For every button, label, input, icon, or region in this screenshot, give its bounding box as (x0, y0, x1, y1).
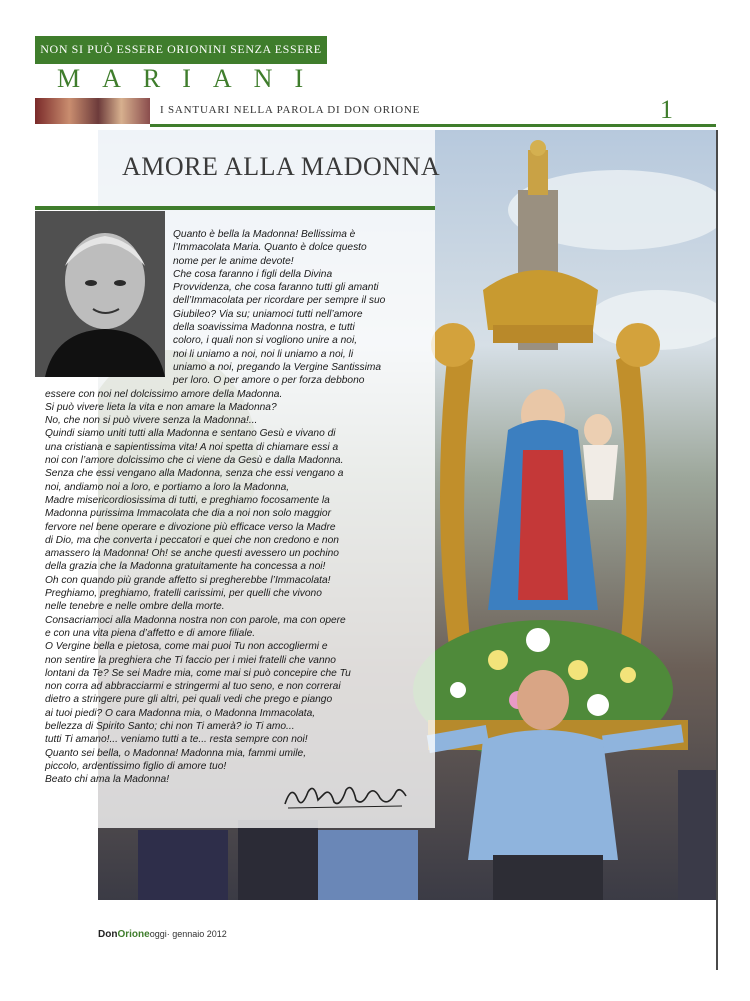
article-line: Si può vivere lieta la vita e non amare la Madonna? (45, 401, 277, 413)
article-line: noi li uniamo a noi, noi li uniamo a noi, li (173, 348, 354, 360)
article-line: Consacriamoci alla Madonna nostra non con parole, ma con opere (45, 614, 346, 626)
article-line: della grazia che la Madonna gratuitamente ha concessa a noi! (45, 561, 326, 573)
article-line: non sentire la preghiera che Ti faccio per i miei fratelli che vanno (45, 654, 336, 666)
footer-brand-orione: Orione (117, 929, 150, 940)
article-body (45, 228, 430, 786)
page-number: 1 (660, 95, 673, 124)
article-line: della soavissima Madonna nostra, e tutti (173, 322, 355, 334)
article-line: nelle tenebre e nelle ombre della morte. (45, 601, 225, 613)
mariani-title: MARIANI (57, 64, 326, 93)
article-line: lontani da Te? Se sei Madre mia, come mai si può concepire che Tu (45, 667, 351, 679)
footer-brand-don: Don (98, 929, 118, 940)
article-line: e con una vita piena d’affetto e di amore filiale. (45, 627, 256, 639)
article-line: dell’Immacolata per ricordare per sempre il suo (173, 295, 386, 307)
article-line: O Vergine bella e pietosa, come mai puoi Tu non accogliermi e (45, 641, 328, 653)
article-line: una cristiana e sapientissima vita! A noi spetta di chiamare essi a (45, 441, 339, 453)
article-line: No, che non si può vivere senza la Madonna!... (45, 415, 258, 427)
header-mariani (35, 62, 327, 94)
article-line: per loro. O per amore o per forza debbono (173, 375, 365, 387)
article-line: non corra ad abbracciarmi e stringermi al tuo seno, e non correrai (45, 681, 341, 693)
article-line: dietro a stringere pure gli altri, pei quali vedi che prego e piango (45, 694, 333, 706)
article-line: tutti Ti amano!... veniamo tutti a te... resta sempre con noi! (45, 734, 308, 746)
article-line: coloro, i quali non si vogliono unire a noi, (173, 335, 358, 347)
article-line: Oh con quando più grande affetto si pregherebbe l’Immacolata! (45, 574, 331, 586)
header-thumbnail-image (35, 98, 150, 124)
article-line: Quanto è bella la Madonna! Bellissima è (173, 229, 356, 240)
article-line: ai tuoi piedi? O cara Madonna mia, o Madonna Immacolata, (45, 707, 316, 719)
article-line: Provvidenza, che cosa faranno tutti gli amanti (173, 282, 379, 294)
article-line: bellezza di Spirito Santo; chi non Ti amerà? io Ti amo... (45, 720, 295, 732)
article-line: uniamo a noi, pregando la Vergine Santissima (173, 361, 382, 373)
article-line: Quindi siamo uniti tutti alla Madonna e sentano Gesù e vivano di (45, 428, 336, 440)
footer (98, 929, 227, 940)
portrait-spacer (45, 228, 173, 386)
article-line: Beato chi ama la Madonna! (45, 774, 170, 786)
article-line: noi con l’amore dolcissimo che ci viene da Gesù e dalla Madonna. (45, 455, 344, 467)
header-rule (150, 124, 716, 127)
signature-illustration (280, 778, 410, 812)
article-line: di Dio, ma che converta i peccatori e quei che non credono e non (45, 534, 339, 546)
article-line: Madonna purissima Immacolata che dia a noi non solo maggior (45, 508, 331, 520)
article-line: Preghiamo, preghiamo, fratelli carissimi, per quelli che vivono (45, 588, 322, 600)
article-line: amassero la Madonna! Oh! se anche questi avessero un pochino (45, 548, 339, 560)
article-line: Senza che essi vengano alla Madonna, senza che essi vengano a (45, 468, 344, 480)
article-line: essere con noi nel dolcissimo amore della Madonna. (45, 388, 283, 400)
title-rule (35, 206, 435, 210)
don-orione-signature (280, 778, 410, 812)
article-line: Quanto sei bella, o Madonna! Madonna mia, fammi umile, (45, 747, 307, 759)
header-band (35, 36, 327, 64)
article-line: Che cosa faranno i figli della Divina (173, 268, 333, 280)
page-edge-rule (716, 130, 718, 970)
footer-date: oggi· gennaio 2012 (149, 929, 227, 939)
header-band-text: NON SI PUÒ ESSERE ORIONINI SENZA ESSERE (40, 42, 322, 56)
article-line: piccolo, ardentissimo figlio di amore tuo! (45, 760, 227, 772)
article-line: Madre misericordiosissima di tutti, e preghiamo focosamente la (45, 494, 330, 506)
article-line: l’Immacolata Maria. Quanto è dolce questo (173, 242, 367, 254)
article-line: fervore nel bene operare e divozione più efficace verso la Madre (45, 521, 336, 533)
article-line: Giubileo? Via su; uniamoci tutti nell’amore (173, 308, 363, 320)
article-title: AMORE ALLA MADONNA (122, 152, 441, 181)
header-subtitle: I SANTUARI NELLA PAROLA DI DON ORIONE (160, 104, 421, 116)
article-line: nome per le anime devote! (173, 255, 294, 267)
article-line: noi, andiamo noi a loro, e portiamo a loro la Madonna, (45, 481, 290, 493)
